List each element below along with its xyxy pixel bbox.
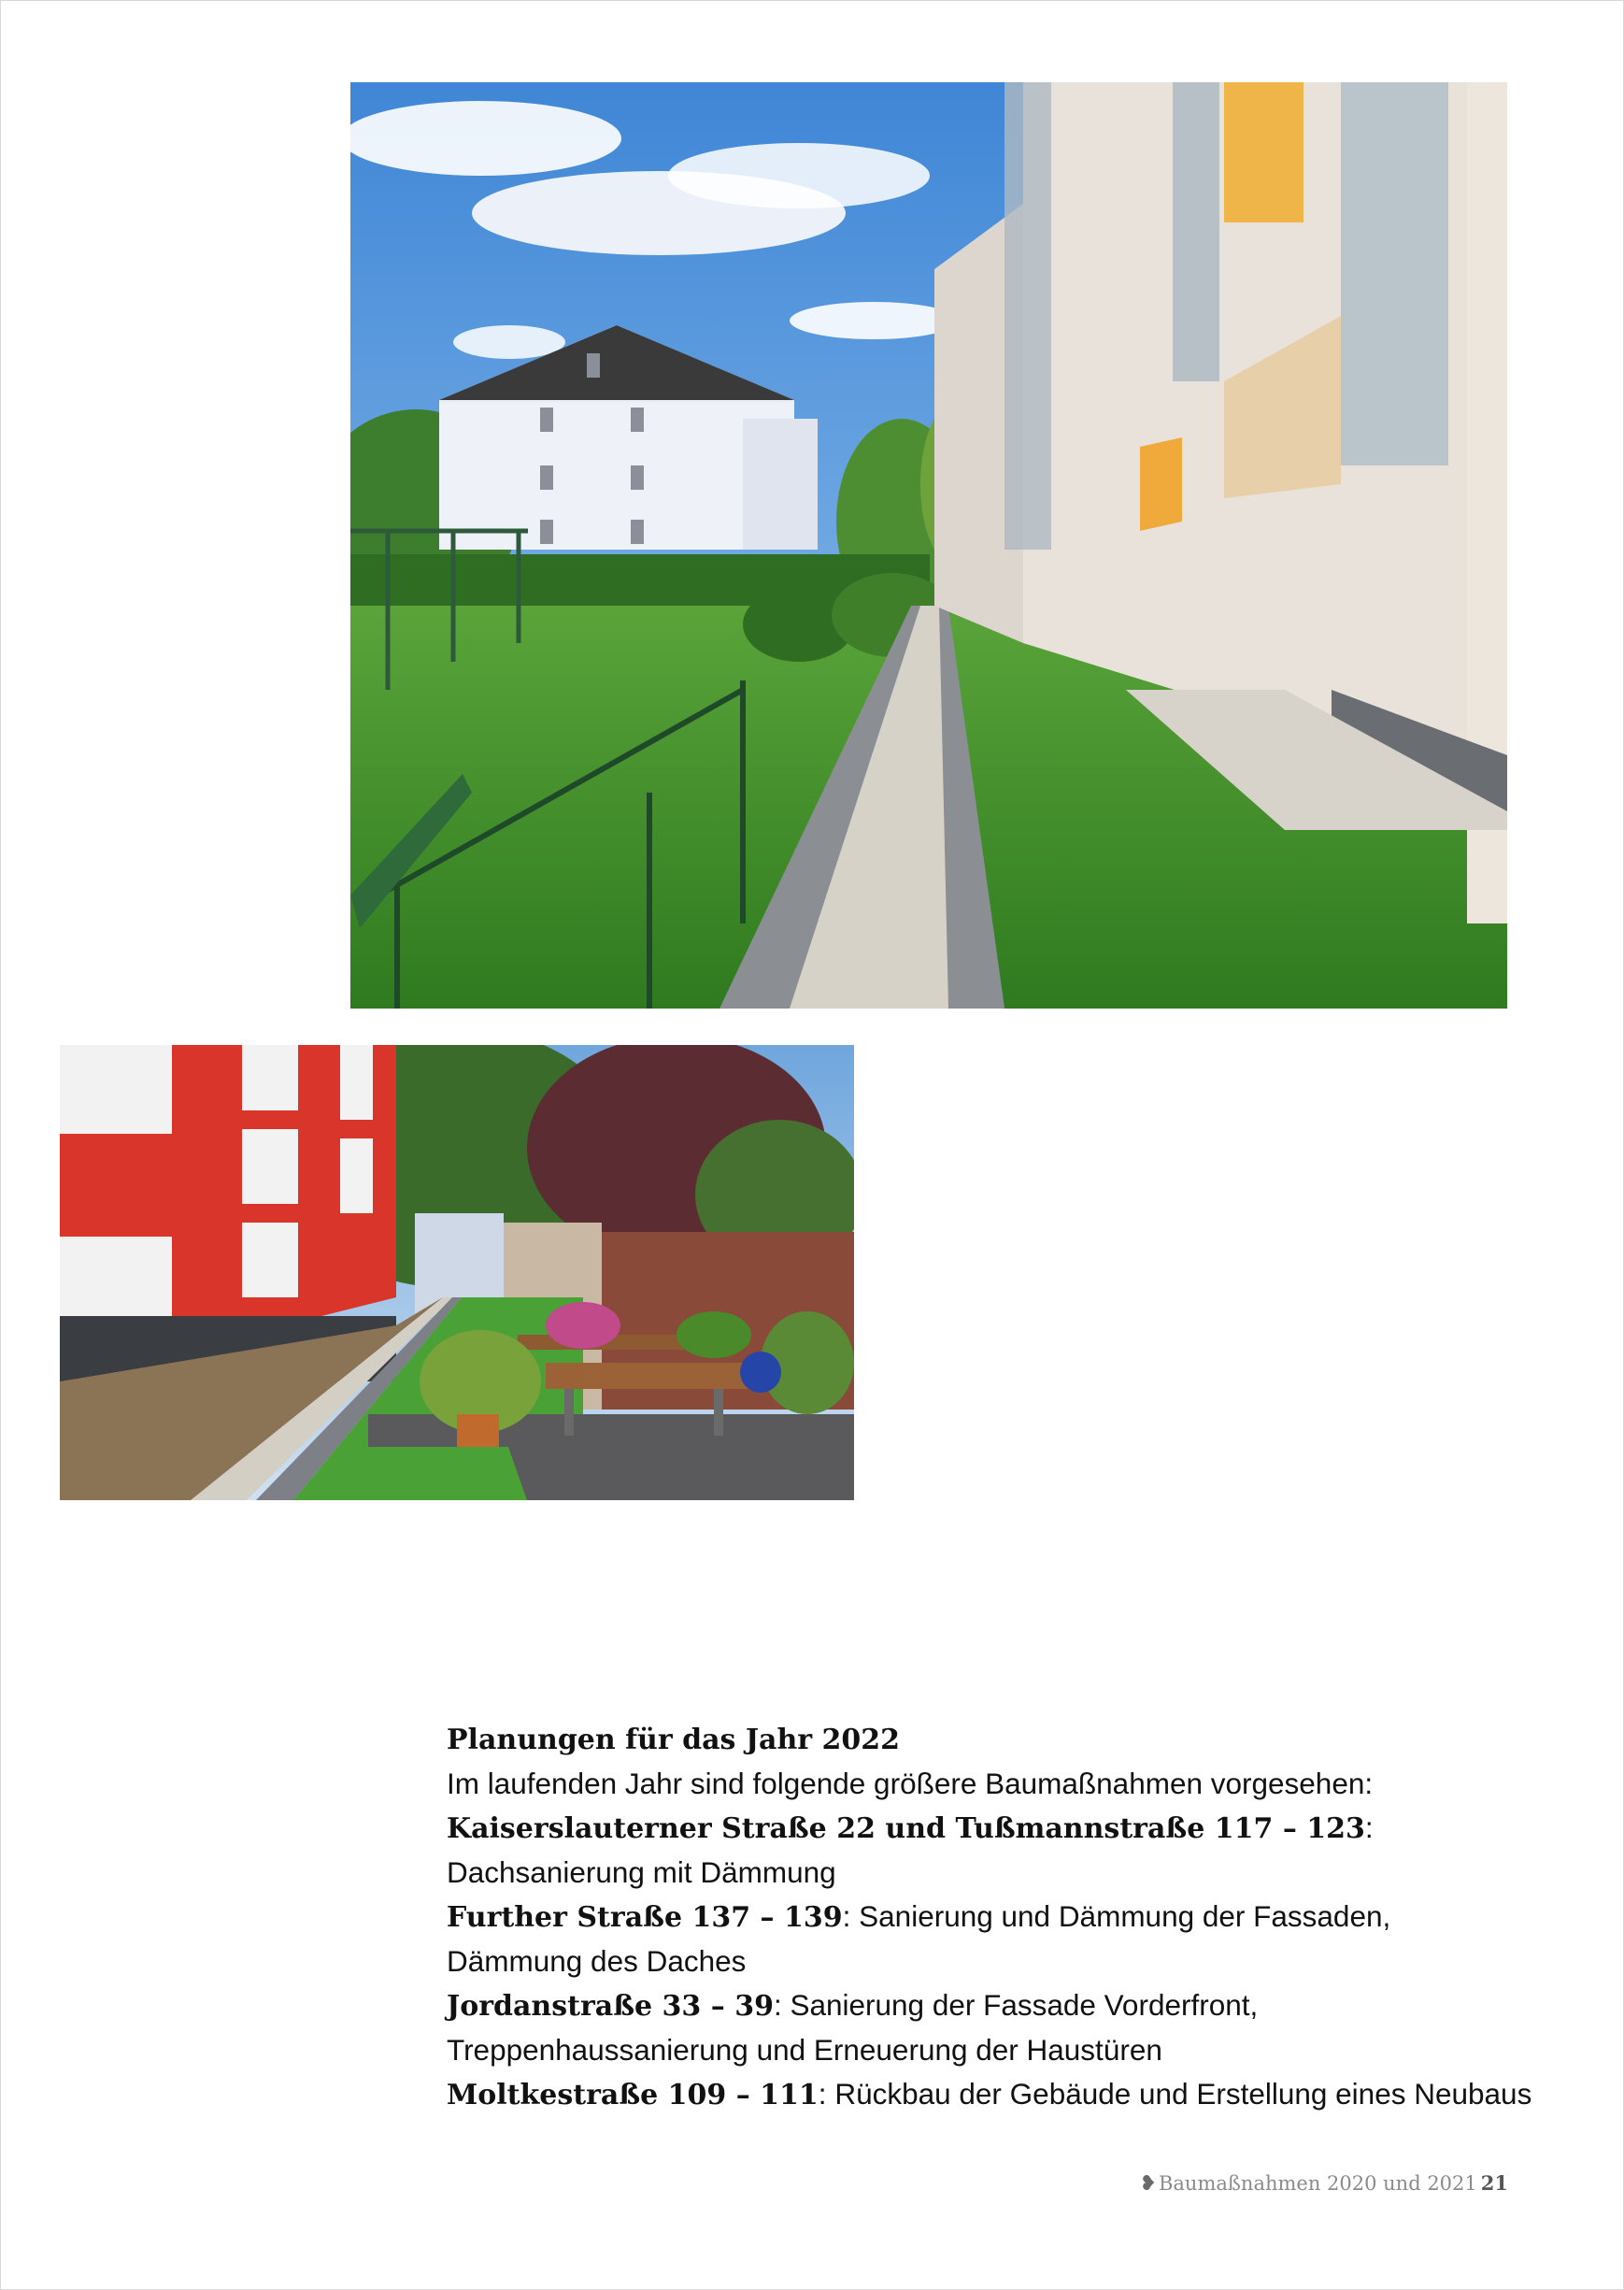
item-street: Further Straße 137 – 139	[447, 1901, 843, 1934]
footer-leaf-icon: ❥	[1139, 2172, 1157, 2196]
item-text: Sanierung und Dämmung der Fassaden,	[850, 1899, 1391, 1933]
item-separator: :	[1364, 1811, 1374, 1844]
planning-heading: Planungen für das Jahr 2022	[447, 1724, 901, 1756]
item-line	[447, 2072, 1531, 2117]
item-separator: :	[818, 2077, 827, 2111]
item-street: Moltkestraße 109 – 111	[447, 2079, 819, 2111]
item-line	[447, 1983, 1531, 2028]
item-line	[447, 1806, 1531, 1851]
item-separator: :	[773, 1988, 782, 2022]
item-line	[447, 1895, 1531, 1939]
item-text: Sanierung der Fassade Vorderfront,	[781, 1988, 1259, 2022]
item-street: Kaiserslauterner Straße 22 und Tußmannstraße 117 – 123	[447, 1812, 1365, 1845]
item-continuation: Treppenhaussanierung und Erneuerung der Haustüren	[447, 2033, 1162, 2067]
page-number: 21	[1480, 2171, 1508, 2195]
page-footer	[1140, 2171, 1508, 2196]
planning-intro: Im laufenden Jahr sind folgende größere Baumaßnahmen vorgesehen:	[447, 1767, 1374, 1800]
photo-garden-seating	[60, 1045, 854, 1500]
item-continuation: Dachsanierung mit Dämmung	[447, 1855, 836, 1889]
item-street: Jordanstraße 33 – 39	[447, 1990, 774, 2023]
footer-section-title: Baumaßnahmen 2020 und 2021	[1158, 2172, 1477, 2195]
item-separator: :	[842, 1899, 851, 1933]
planning-text	[447, 1718, 1531, 2117]
item-text: Rückbau der Gebäude und Erstellung eines Neubaus	[826, 2077, 1532, 2111]
item-continuation: Dämmung des Daches	[447, 1944, 747, 1978]
photo-courtyard-path	[350, 82, 1507, 1009]
